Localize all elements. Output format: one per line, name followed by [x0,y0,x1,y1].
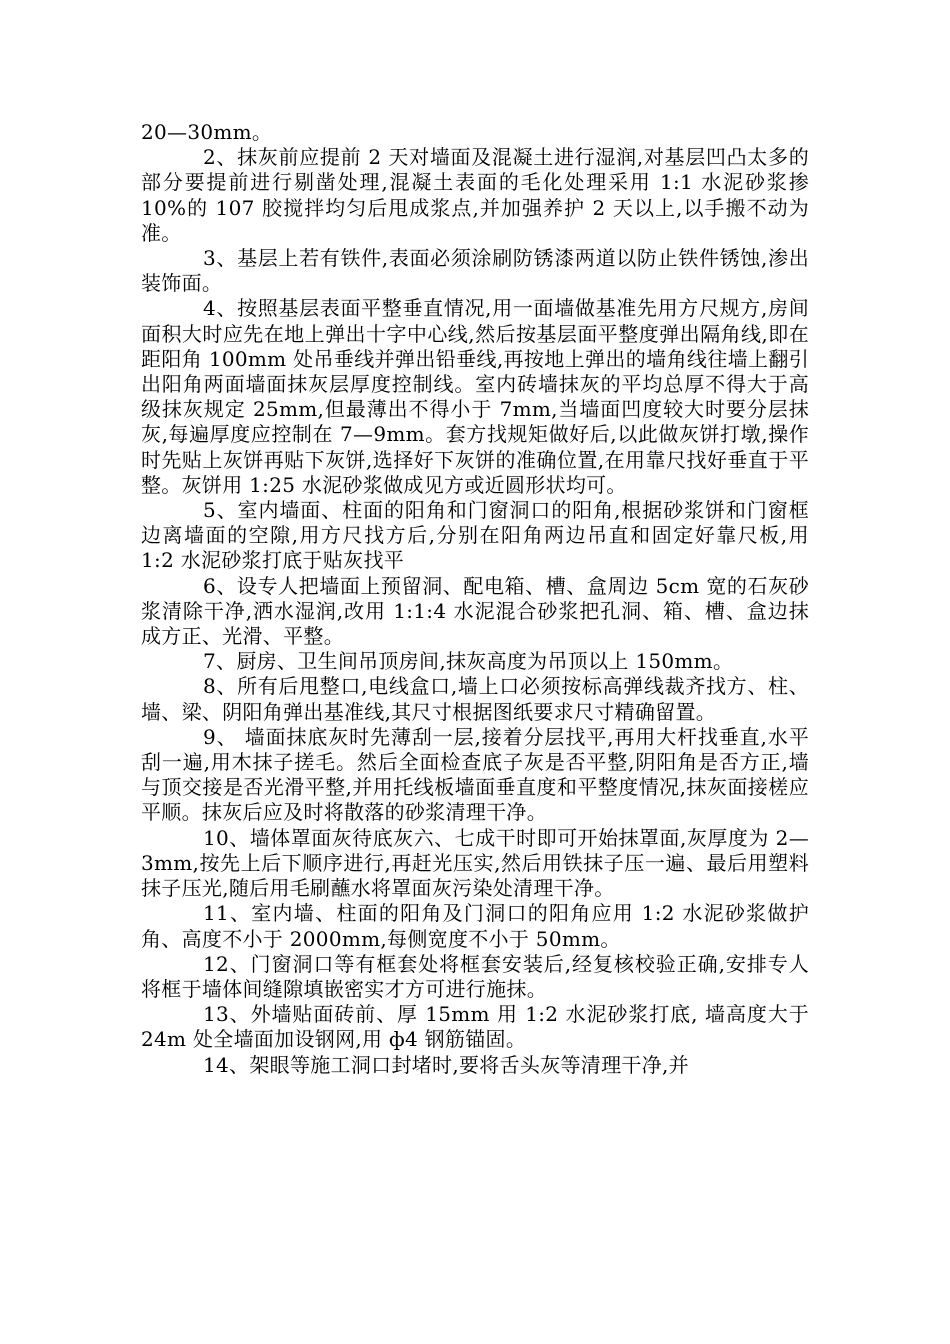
paragraph-item-9: 9、 墙面抹底灰时先薄刮一层,接着分层找平,再用大杆找垂直,水平刮一遍,用木抹子搓毛。然后全面检查底子灰是否平整,阴阳角是否方正,墙与顶交接是否光滑平整,并用托线板墙面垂直度和平整度情况,抹灰面接槎应平顺。抹灰后应及时将散落的砂浆清理干净。 [141,724,809,825]
paragraph-item-6: 6、设专人把墙面上预留洞、配电箱、槽、盒周边 5cm 宽的石灰砂浆清除干净,洒水湿润,改用 1:1:4 水泥混合砂浆把孔洞、箱、槽、盒边抹成方正、光滑、平整。 [141,573,809,649]
paragraph-item-4: 4、按照基层表面平整垂直情况,用一面墙做基准先用方尺规方,房间面积大时应先在地上弹出十字中心线,然后按基层面平整度弹出隔角线,即在距阳角 100mm 处吊垂线并弹出铅垂线,再按地上弹出的墙角线往墙上翻引出阳角两面墙面抹灰层厚度控制线。室内砖墙抹灰的平均总厚不得大于高级抹灰规定 25mm,但最薄出不得小于 7mm,当墙面凹度较大时要分层抹灰,每遍厚度应控制在 7—9mm。套方找规矩做好后,以此做灰饼打墩,操作时先贴上灰饼再贴下灰饼,选择好下灰饼的准确位置,在用靠尺找好垂直于平整。灰饼用 1:25 水泥砂浆做成见方或近圆形状均可。 [141,296,809,497]
document-body [141,120,809,1078]
paragraph-item-10: 10、墙体罩面灰待底灰六、七成干时即可开始抹罩面,灰厚度为 2—3mm,按先上后下顺序进行,再赶光压实,然后用铁抹子压一遍、最后用塑料抹子压光,随后用毛刷蘸水将罩面灰污染处清理干净。 [141,825,809,901]
paragraph-item-12: 12、门窗洞口等有框套处将框套安装后,经复核校验正确,安排专人将框于墙体间缝隙填嵌密实才方可进行施抹。 [141,951,809,1001]
paragraph-item-14: 14、架眼等施工洞口封堵时,要将舌头灰等清理干净,并 [203,1052,689,1077]
paragraph-item-3: 3、基层上若有铁件,表面必须涂刷防锈漆两道以防止铁件锈蚀,渗出装饰面。 [141,246,809,296]
paragraph-item-11: 11、室内墙、柱面的阳角及门洞口的阳角应用 1:2 水泥砂浆做护角、高度不小于 2000mm,每侧宽度不小于 50mm。 [141,901,809,951]
paragraph-item-5: 5、室内墙面、柱面的阳角和门窗洞口的阳角,根据砂浆饼和门窗框边离墙面的空隙,用方尺找方后,分别在阳角两边吊直和固定好靠尺板,用 1:2 水泥砂浆打底于贴灰找平 [141,498,809,573]
paragraph-item-13: 13、外墙贴面砖前、厚 15mm 用 1:2 水泥砂浆打底, 墙高度大于 24m 处全墙面加设钢网,用 ф4 钢筋锚固。 [141,1002,809,1052]
paragraph-item-7: 7、厨房、卫生间吊顶房间,抹灰高度为吊顶以上 150mm。 [203,649,734,674]
paragraph-item-2: 2、抹灰前应提前 2 天对墙面及混凝土进行湿润,对基层凹凸太多的部分要提前进行剔凿处理,混凝土表面的毛化处理采用 1:1 水泥砂浆掺 10%的 107 胶搅拌均匀后甩成浆点,并加强养护 2 天以上,以手搬不动为准。 [141,145,809,245]
paragraph-continuation: 20—30mm。 [141,120,273,144]
paragraph-item-8: 8、所有后甩整口,电线盒口,墙上口必须按标高弹线裁齐找方、柱、墙、梁、阴阳角弹出基准线,其尺寸根据图纸要求尺寸精确留置。 [141,674,809,724]
